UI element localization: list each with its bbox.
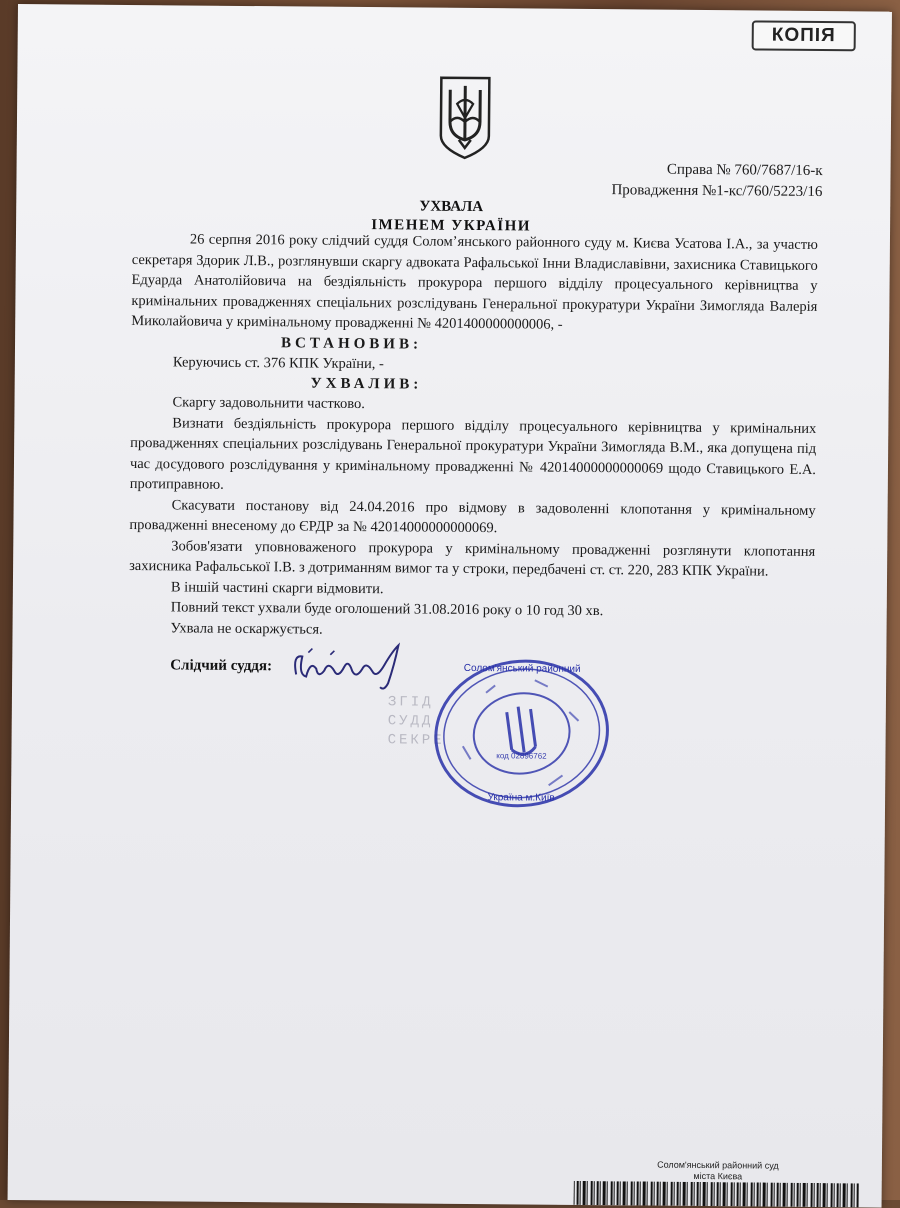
barcode-bar [794, 1183, 795, 1207]
barcode-bar [717, 1182, 719, 1206]
barcode-bar [674, 1182, 675, 1206]
barcode-bar [714, 1182, 715, 1206]
seal-code: код 02896762 [496, 751, 547, 761]
barcode-bar [843, 1183, 846, 1207]
barcode-bar [837, 1183, 839, 1207]
barcode-bar [663, 1182, 666, 1206]
barcode-bar [743, 1182, 746, 1206]
ruling-point-1: Скаргу задовольнити частково. [172, 394, 365, 413]
ruling-body [128, 229, 818, 644]
barcode-bar [603, 1181, 606, 1205]
guided-paragraph: Керуючись ст. 376 КПК України, - [172, 353, 384, 372]
ruling-point-4: Зобов'язати уповноваженого прокурора у кримінальному провадженні розглянути клопотання захисника Рафальської І.В. з дотриманням вимог та у строки, передбачені ст. ст. 220, 283 КПК України. [129, 537, 816, 580]
barcode-bar [814, 1183, 815, 1207]
title-line-1: УХВАЛА [419, 198, 484, 216]
proceeding-number: Провадження №1-кс/760/5223/16 [611, 182, 823, 201]
barcode-bar [760, 1183, 761, 1207]
barcode-bar [817, 1183, 819, 1207]
intro-paragraph: 26 серпня 2016 року слідчий суддя Солом’янського районного суду м. Києва Усатова І.А., за участю секретаря Здорик Л.В., розглянувши скаргу адвоката Рафальської Інни Владиславівни, захисника Ставицького Едуарда Анатолійовича на бездіяльність прокурора першого відділу процесуального керівництва у кримінальних провадженнях спеціальних розслідувань Генеральної прокуратури України Зимогляда Валерія Миколайовича у кримінальному провадженні № 4201400000000006, - [131, 231, 818, 333]
barcode-bar [847, 1183, 848, 1207]
barcode-bar [583, 1181, 586, 1205]
barcode-bar [607, 1181, 608, 1205]
barcode-bar [807, 1183, 808, 1207]
barcode-bar [811, 1183, 813, 1207]
barcode-bar [780, 1183, 781, 1207]
ruling-point-7: Ухвала не оскаржується. [170, 619, 323, 638]
trident-emblem-icon [437, 74, 494, 160]
barcode-bar [697, 1182, 699, 1206]
document-page [8, 4, 892, 1208]
barcode-bar [800, 1183, 801, 1207]
ruling-point-6: Повний текст ухвали буде оголошений 31.08.2016 року о 10 год 30 хв. [170, 599, 604, 620]
barcode-bar [851, 1183, 853, 1207]
barcode-bar [597, 1181, 599, 1205]
barcode-bar [771, 1183, 773, 1207]
barcode-bar [620, 1181, 621, 1205]
barcode-bar [834, 1183, 835, 1207]
barcode-bar [660, 1182, 661, 1206]
barcode-bar [667, 1182, 668, 1206]
ruling-point-3: Скасувати постанову від 24.04.2016 про відмову в задоволенні клопотання у кримінальному провадженні внесеному до ЄРДР за № 42014000000000069. [129, 496, 816, 537]
barcode-bar [711, 1182, 713, 1206]
barcode-bar [640, 1181, 641, 1205]
barcode-bar [840, 1183, 841, 1207]
barcode-bar [751, 1182, 753, 1206]
barcode-bar [574, 1181, 575, 1205]
barcode-bar [654, 1182, 655, 1206]
barcode-bar [767, 1183, 768, 1207]
barcode-bar [734, 1182, 735, 1206]
barcode-bar [694, 1182, 695, 1206]
judge-label: Слідчий суддя: [170, 657, 273, 675]
title-line-2: ІМЕНЕМ УКРАЇНИ [371, 217, 532, 235]
ruling-point-5: В іншій частині скарги відмовити. [170, 578, 384, 597]
court-footer [618, 1159, 818, 1183]
barcode-bar [611, 1181, 613, 1205]
barcode-bar [727, 1182, 728, 1206]
barcode-bar [737, 1182, 739, 1206]
barcode-bar [803, 1183, 806, 1207]
barcode-bar [643, 1181, 646, 1205]
barcode-bar [577, 1181, 579, 1205]
heading-established: ВСТАНОВИВ: [280, 334, 423, 353]
barcode-bar [657, 1182, 659, 1206]
barcode-bar [791, 1183, 793, 1207]
barcode-bar [580, 1181, 581, 1205]
barcode-bar [774, 1183, 775, 1207]
barcode-bar [700, 1182, 701, 1206]
barcode-bar [591, 1181, 593, 1205]
barcode-bar [677, 1182, 679, 1206]
barcode-bar [787, 1183, 788, 1207]
barcode-bar [631, 1181, 633, 1205]
barcode-bar [600, 1181, 601, 1205]
barcode-bar [627, 1181, 628, 1205]
seal-text [441, 663, 602, 804]
barcode-bar [683, 1182, 686, 1206]
judge-signature [288, 634, 419, 695]
barcode-bar [831, 1183, 833, 1207]
barcode-bar [647, 1182, 648, 1206]
barcode-bar [707, 1182, 708, 1206]
case-info [611, 159, 822, 203]
barcode-bar [827, 1183, 828, 1207]
barcode-bar [857, 1183, 859, 1207]
barcode-bar [754, 1182, 755, 1206]
barcode-bar [747, 1182, 748, 1206]
barcode-bar [587, 1181, 588, 1205]
barcode-bar [723, 1182, 726, 1206]
barcode-bar [617, 1181, 619, 1205]
ruling-point-2: Визнати бездіяльність прокурора першого відділу процесуального керівництва у кримінальних провадженнях спеціальних розслідувань Генеральної прокуратури України Зимогляда В.М., яка допущена під час досудового розслідування у кримінальному провадженні № 42014000000000069 щодо Ставицького Е.А. протиправною. [129, 414, 817, 493]
barcode-bar [671, 1182, 673, 1206]
barcode-bar [797, 1183, 799, 1207]
barcode-bar [740, 1182, 741, 1206]
court-footer-line-2: міста Києва [693, 1170, 743, 1182]
copy-stamp: КОПІЯ [752, 20, 856, 51]
barcode [574, 1181, 860, 1207]
barcode-bar [820, 1183, 821, 1207]
barcode-bar [720, 1182, 721, 1206]
court-footer-line-1: Солом'янський районний суд [657, 1159, 779, 1171]
barcode-bar [777, 1183, 779, 1207]
seal-text-bottom: Україна м.Київ [487, 792, 555, 804]
barcode-bar [703, 1182, 706, 1206]
barcode-bar [614, 1181, 615, 1205]
barcode-bar [594, 1181, 595, 1205]
barcode-bar [731, 1182, 733, 1206]
case-number: Справа № 760/7687/16-к [666, 161, 823, 180]
barcode-bar [783, 1183, 786, 1207]
barcode-bar [637, 1181, 639, 1205]
barcode-bar [680, 1182, 681, 1206]
seal-text-top: Солом'янський районний [463, 662, 581, 675]
barcode-bar [623, 1181, 626, 1205]
barcode-bar [823, 1183, 826, 1207]
barcode-bar [634, 1181, 635, 1205]
barcode-bar [691, 1182, 693, 1206]
barcode-bar [757, 1182, 759, 1206]
barcode-bar [687, 1182, 688, 1206]
barcode-bar [854, 1183, 855, 1207]
faint-agreement-stamp: ЗГІД СУДД СЕКРЕ [387, 694, 445, 749]
barcode-bar [651, 1182, 653, 1206]
heading-ruled: УХВАЛИВ: [310, 375, 423, 393]
barcode-bar [763, 1183, 766, 1207]
